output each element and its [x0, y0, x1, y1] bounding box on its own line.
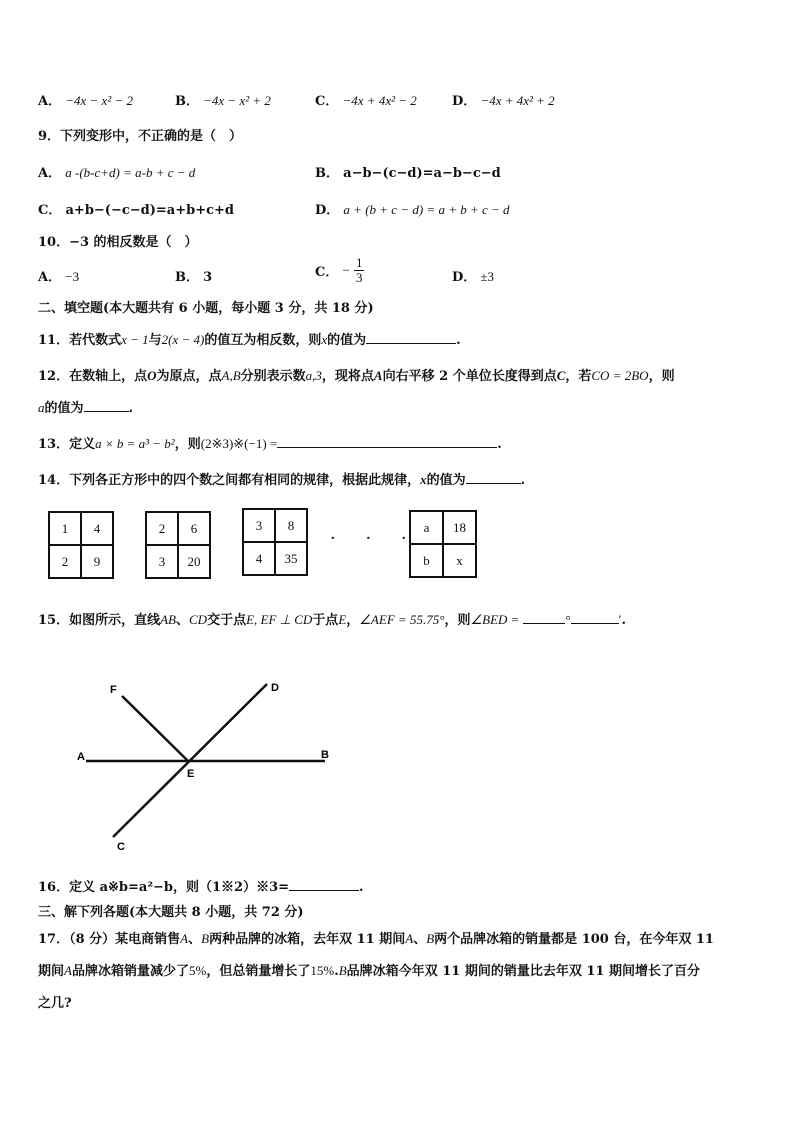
- option-label: D．: [452, 94, 477, 109]
- q17-brand-a: A: [64, 963, 72, 978]
- q17-brand-a: A: [405, 931, 414, 946]
- square-cell: 8: [275, 509, 307, 542]
- square-cell: 2: [49, 545, 81, 578]
- option-label: B．: [315, 166, 339, 181]
- q8-option-a: [38, 90, 133, 109]
- q12-text: 12．在数轴上，点: [38, 369, 148, 384]
- q13: [38, 433, 502, 452]
- line-ef: [122, 696, 188, 761]
- q14-answer-blank[interactable]: [466, 471, 521, 484]
- option-label: D．: [452, 270, 477, 285]
- option-label: A．: [38, 166, 62, 181]
- q10-stem: 10．−3 的相反数是（ ）: [38, 235, 198, 250]
- q15-condition: E, EF ⊥ CD: [246, 612, 313, 627]
- option-expr: a -(b-c+d) = a-b + c − d: [65, 165, 196, 180]
- q9-option-a: [38, 162, 195, 181]
- q15-degree-blank[interactable]: [523, 611, 565, 624]
- q17-percent-15: 15%: [310, 963, 335, 978]
- q17-text: 期间: [38, 964, 65, 979]
- q15-end: .: [621, 613, 627, 628]
- square-cell: 9: [81, 545, 113, 578]
- q15-point-e: E: [338, 612, 347, 627]
- option-expr: −3: [65, 269, 80, 284]
- q17-line-2: [38, 960, 700, 979]
- q15-given-angle: ∠AEF = 55.75°: [359, 612, 445, 627]
- q11-expr-2: 2(x − 4): [161, 332, 205, 347]
- label-d: D: [271, 682, 279, 694]
- q15-text: ，则: [444, 613, 471, 628]
- option-expr: a + (b + c − d) = a + b + c − d: [343, 202, 510, 217]
- option-label: A．: [38, 270, 62, 285]
- q10-option-b: [175, 266, 212, 285]
- q17-brand-b: B: [201, 931, 210, 946]
- option-label: C．: [315, 265, 339, 280]
- option-expr: ±3: [480, 269, 495, 284]
- q12-var-a: a: [38, 400, 45, 415]
- q12-text: 的值为: [44, 401, 84, 416]
- q11-end: .: [456, 333, 461, 348]
- q11-text: 的值为: [327, 333, 367, 348]
- section-3-heading: 三、解下列各题(本大题共 8 小题，共 72 分): [38, 905, 304, 920]
- q12-text: 向右平移 2 个单位长度得到点: [382, 369, 557, 384]
- q15-text: 、: [175, 613, 189, 628]
- q8-option-b: [175, 90, 271, 109]
- q15-text: 交于点: [207, 613, 247, 628]
- q13-definition: a × b = a³ − b²: [95, 436, 175, 451]
- q17-text: 品牌冰箱今年双 11 期间的销量比去年双 11 期间增长了百分: [346, 964, 700, 979]
- option-expr: −4x + 4x² − 2: [342, 93, 417, 108]
- option-expr: a+b−(−c−d)=a+b+c+d: [65, 203, 234, 218]
- q11-text: 11．若代数式: [38, 333, 122, 348]
- q12-point-a: A: [373, 368, 383, 383]
- q10-option-d: [452, 266, 494, 285]
- q13-text: 13．定义: [38, 437, 96, 452]
- fraction-denominator: 3: [355, 270, 363, 285]
- option-expr: −4x − x² − 2: [65, 93, 133, 108]
- q16: [38, 876, 364, 895]
- option-label: C．: [38, 203, 62, 218]
- square-cell: 1: [49, 512, 81, 545]
- q15-stem: [38, 609, 626, 628]
- q11-answer-blank[interactable]: [366, 331, 456, 344]
- q11: [38, 329, 461, 348]
- q12-text: ，若: [565, 369, 592, 384]
- q12-text: 分别表示数: [240, 369, 306, 384]
- q12-line-2: [38, 397, 133, 416]
- q15-degree-sign: °: [565, 612, 571, 627]
- q12-text: 为原点，点: [156, 369, 222, 384]
- q16-text: 16．定义 a※b=a²−b，则（1※2）※3=: [38, 880, 290, 895]
- square-cell: 18: [443, 511, 476, 544]
- q8-option-c: [315, 90, 417, 109]
- label-e: E: [187, 768, 195, 780]
- q13-text: ，则: [174, 437, 201, 452]
- minus-sign: −: [342, 262, 350, 278]
- option-expr: −4x + 4x² + 2: [480, 93, 555, 108]
- q16-answer-blank[interactable]: [289, 878, 359, 891]
- square-cell: 20: [178, 545, 210, 578]
- q14-var-x: x: [420, 472, 427, 487]
- q17-percent-5: 5%: [188, 963, 207, 978]
- q17-line-3: 之几?: [38, 996, 72, 1011]
- q15-text: 15．如图所示，直线: [38, 613, 161, 628]
- q15-line-ab: AB: [160, 612, 176, 627]
- label-f: F: [110, 684, 117, 696]
- q17-text: 品牌冰箱销量减少了: [71, 964, 189, 979]
- square-cell: 3: [146, 545, 178, 578]
- option-label: C．: [315, 94, 339, 109]
- fraction-numerator: 1: [355, 255, 363, 270]
- option-label: B．: [175, 270, 199, 285]
- q10-option-c: [315, 256, 364, 285]
- q11-expr-1: x − 1: [121, 332, 149, 347]
- q8-option-d: [452, 90, 555, 109]
- q15-minute-blank[interactable]: [571, 611, 619, 624]
- q10-option-a: [38, 266, 79, 285]
- label-a: A: [77, 751, 85, 763]
- q15-geometry-figure: [0, 660, 400, 860]
- q17-line-1: [38, 928, 714, 947]
- q17-brand-b: B: [338, 963, 347, 978]
- q17-text: .: [334, 964, 339, 979]
- label-c: C: [117, 841, 125, 853]
- q17-brand-a: A: [180, 931, 189, 946]
- square-cell: 3: [243, 509, 275, 542]
- q9-option-c: [38, 199, 234, 218]
- square-cell: 4: [243, 542, 275, 575]
- q15-minute-sign: ′: [618, 612, 622, 627]
- q14-square-1: [48, 511, 114, 579]
- q13-end: .: [497, 437, 502, 452]
- q14-stem: [38, 469, 525, 488]
- q9-stem: 9．下列变形中，不正确的是（ ）: [38, 129, 243, 144]
- q12-text: ，现将点: [321, 369, 374, 384]
- q15-line-cd: CD: [189, 612, 208, 627]
- q12-point-o: O: [147, 368, 157, 383]
- label-b: B: [321, 749, 329, 761]
- option-label: D．: [315, 203, 340, 218]
- q13-expression: (2※3)※(−1) =: [200, 436, 278, 451]
- square-cell: b: [410, 544, 443, 577]
- q14-text: 的值为: [426, 473, 466, 488]
- option-label: B．: [175, 94, 199, 109]
- q14-end: .: [520, 473, 526, 488]
- q14-square-3: [242, 508, 308, 576]
- q17-text: 两种品牌的冰箱，去年双 11 期间: [209, 932, 406, 947]
- q16-end: .: [359, 880, 364, 895]
- q12-end: .: [128, 401, 134, 416]
- square-cell: 2: [146, 512, 178, 545]
- q12-values: a,3: [305, 368, 322, 383]
- q14-ellipsis: · · ·: [330, 528, 419, 549]
- square-cell: a: [410, 511, 443, 544]
- q11-text: 与: [148, 333, 162, 348]
- square-cell: x: [443, 544, 476, 577]
- q17-text: 17．（8 分）某电商销售: [38, 932, 181, 947]
- square-cell: 6: [178, 512, 210, 545]
- q15-text: 于点: [312, 613, 339, 628]
- q12-point-c: C: [556, 368, 566, 383]
- q11-text: 的值互为相反数，则: [204, 333, 322, 348]
- q14-text: 14．下列各正方形中的四个数之间都有相同的规律，根据此规律，: [38, 473, 421, 488]
- q9-option-b: [315, 162, 501, 181]
- option-expr: 3: [203, 270, 213, 285]
- q15-text: ，: [346, 613, 360, 628]
- q11-var: x: [321, 332, 328, 347]
- q12-answer-blank[interactable]: [84, 399, 129, 412]
- q17-text: 、: [413, 932, 427, 947]
- q12-equation: CO = 2BO: [591, 368, 649, 383]
- square-cell: 35: [275, 542, 307, 575]
- q14-square-4: [409, 510, 477, 578]
- q9-option-d: [315, 199, 510, 218]
- option-expr: a−b−(c−d)=a−b−c−d: [343, 166, 501, 181]
- q15-asked-angle: ∠BED =: [470, 612, 520, 627]
- q17-text: ，但总销量增长了: [206, 964, 311, 979]
- fraction-one-third: [354, 256, 365, 285]
- q12-line-1: [38, 365, 675, 384]
- q17-text: 、: [188, 932, 202, 947]
- option-expr: −4x − x² + 2: [203, 93, 271, 108]
- option-label: A．: [38, 94, 62, 109]
- q12-points-ab: A,B: [221, 368, 241, 383]
- section-2-heading: 二、填空题(本大题共有 6 小题，每小题 3 分，共 18 分): [38, 301, 374, 316]
- q12-text: ，则: [648, 369, 675, 384]
- q17-brand-b: B: [426, 931, 435, 946]
- square-cell: 4: [81, 512, 113, 545]
- q17-text: 两个品牌冰箱的销量都是 100 台，在今年双 11: [434, 932, 714, 947]
- q13-answer-blank[interactable]: [277, 435, 497, 448]
- q14-square-2: [145, 511, 211, 579]
